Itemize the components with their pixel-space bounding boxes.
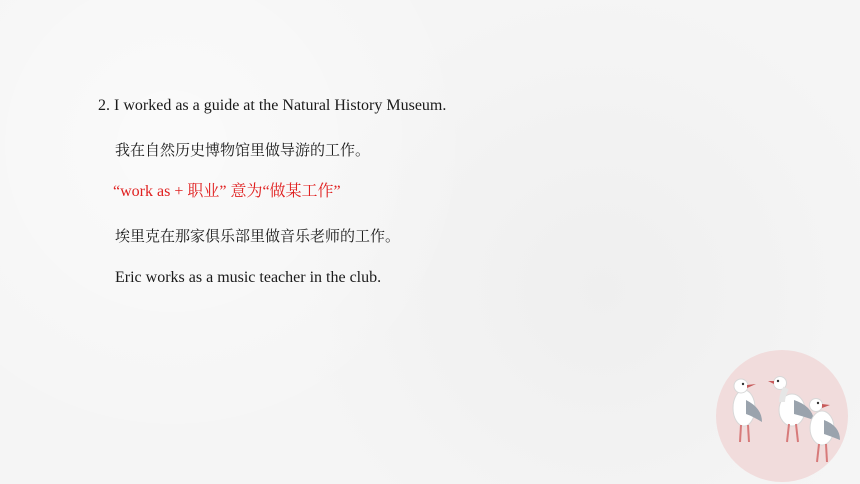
seagulls-illustration-icon: [716, 350, 848, 482]
example-sentence-chinese: 我在自然历史博物馆里做导游的工作。: [115, 141, 371, 159]
practice-sentence-chinese: 埃里克在那家俱乐部里做音乐老师的工作。: [115, 227, 401, 245]
practice-sentence-english: Eric works as a music teacher in the club.: [115, 269, 382, 286]
example-sentence-english: 2. I worked as a guide at the Natural History Museum.: [98, 97, 447, 114]
usage-note: “work as + 职业” 意为“做某工作”: [113, 183, 341, 200]
